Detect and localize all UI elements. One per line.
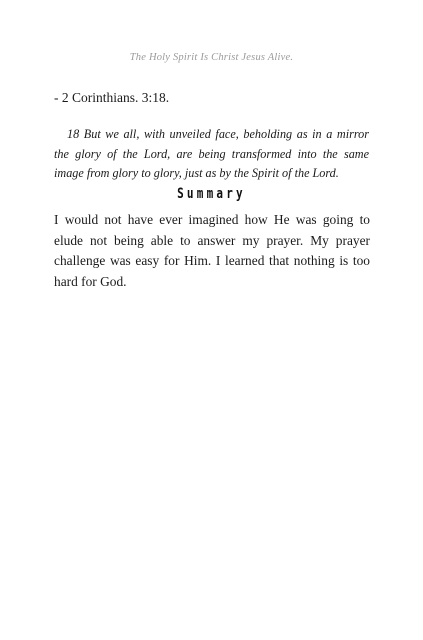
- section-heading: Summary: [177, 185, 246, 202]
- running-header: The Holy Spirit Is Christ Jesus Alive.: [129, 52, 294, 63]
- scripture-reference: - 2 Corinthians. 3:18.: [54, 90, 170, 105]
- summary-paragraph: I would not have ever imagined how He was going to elude not being able to answer my prayer. My prayer challenge was easy for Him. I learned that nothing is too hard for God.: [54, 212, 370, 289]
- scripture-verse: 18 But we all, with unveiled face, beholding as in a mirror the glory of the Lord, are being transformed into the same image from glory to glory, just as by the Spirit of the Lord.: [54, 127, 369, 180]
